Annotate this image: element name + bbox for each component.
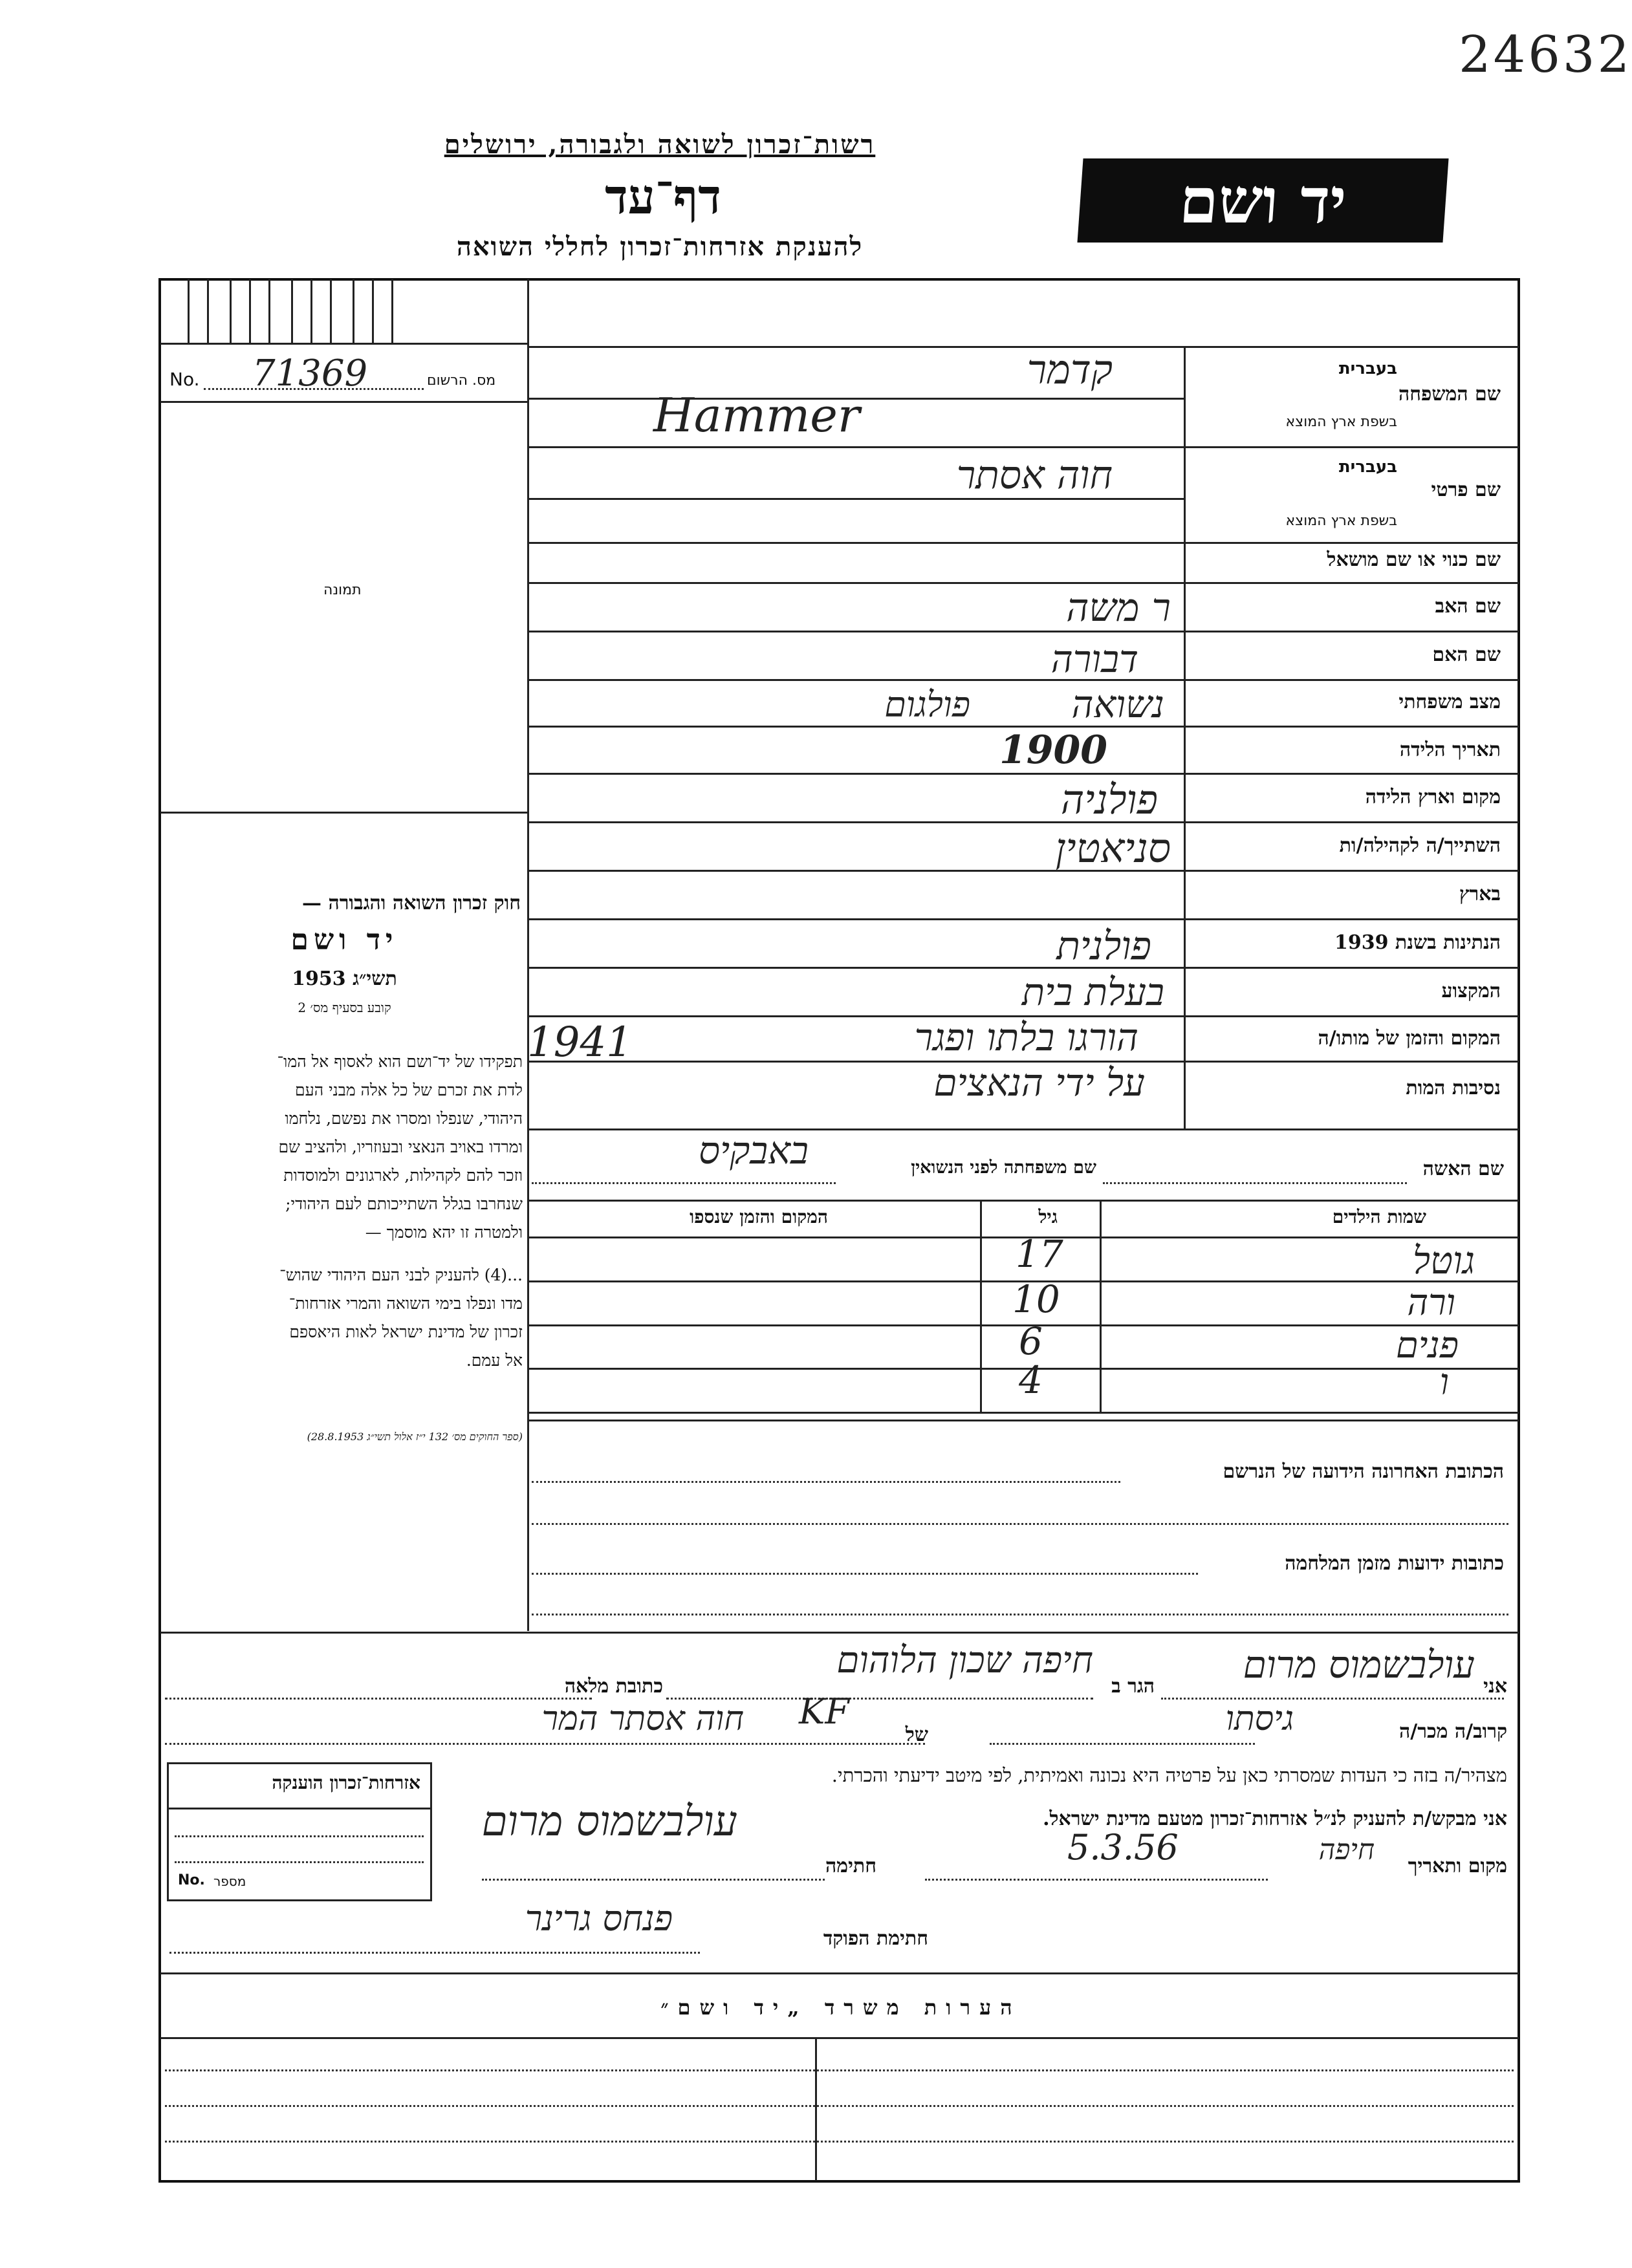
law-line: ולמטרה זו יהא מוסמך — [365,1223,523,1242]
spouse-maiden-name: באבקיס [699,1129,809,1172]
first-name: חוה אסתר [956,453,1113,498]
label-birth-date: תאריך הלידה [1399,739,1501,761]
law-line: ומרדו באויב הנאצי ובעוזריו, ולהציב שם [278,1138,523,1156]
label-marital: מצב משפחתי [1398,691,1501,713]
father-name: ר משה [1066,585,1171,631]
child-name: פנים [1395,1324,1459,1366]
page-title: דף־עד [605,169,721,225]
law-line: זכרון של מדינת ישראל לאות היאספם [289,1323,523,1341]
stamp-number: 24632 [1459,26,1632,84]
law-clause: קובע בסעיף מס׳ 2 [298,1000,391,1015]
registry-no-label: No. [169,369,200,390]
community: סניאטין [1055,825,1171,872]
label-maiden-name: שם משפחתה לפני הנשואין [911,1158,1096,1178]
label-place-date: מקום ותאריך [1408,1855,1507,1877]
yad-vashem-logo [1077,158,1448,243]
law-title: חוק זכרון השואה והגבורה — [302,892,521,914]
family-name-hebrew: קדמר [1027,346,1113,393]
child-name: גוטל [1412,1238,1475,1282]
photo-label: תמונה [323,582,362,598]
mother-name: דבורה [1050,637,1138,681]
sub-origin: בשפת ארץ המוצא [1285,513,1397,529]
death-place: הורגו בלתו ופגר [914,1015,1138,1059]
marital-status: נשואה [1071,682,1164,726]
label-ani: אני [1483,1675,1507,1698]
declarant-name: עולבשמוס מרום [1243,1643,1475,1687]
law-line: מדו ונפלו בימי השואה והמרי אזרחות־ [288,1294,523,1313]
label-war-addresses: כתובות ידועות מזמן המלחמה [1285,1552,1504,1575]
col-children-age: גיל [1038,1206,1058,1227]
nationality: פולנית [1056,923,1151,969]
label-profession: המקצוע [1441,980,1501,1002]
law-line: ...(4) להעניק לבני העם היהודי שהוש־ [279,1266,523,1284]
col-children-place: המקום והזמן שנספו [690,1206,828,1227]
child-age: 17 [1016,1232,1063,1276]
law-line: אל עמם. [466,1351,523,1370]
label-officer: חתימת הפוקד [823,1927,928,1950]
declaration-text: מצהיר/ה בזה כי העדות שמסרתי כאן על פרטיה היא נכונה ואמיתית, לפי מיטב ידיעתי והכרתי. [831,1764,1507,1786]
death-cause: על ידי הנאצים [933,1061,1145,1105]
label-relative: קרוב/ה מכר/ה [1399,1720,1507,1743]
declarant-relation: גיסתו [1225,1700,1294,1738]
birth-date: 1900 [999,728,1107,773]
label-father: שם האב [1435,595,1501,618]
law-year: תשי״ג 1953 [292,967,397,990]
place: חיפה [1318,1833,1375,1866]
child-name: ורה [1407,1282,1455,1324]
sub-hebrew: בעברית [1338,359,1397,378]
label-last-address: הכתובת האחרונה הידועה של הנרשם [1223,1460,1504,1483]
label-country: בארץ [1459,883,1501,905]
label-of: של [905,1723,928,1746]
office-notes-title: הערות משרד „יד ושם״ [660,1995,1021,2020]
date: 5.3.56 [1067,1827,1179,1868]
law-footnote: (ספר החוקים מס׳ 132 י״ז אלול תשי״ג 28.8.1953) [307,1431,523,1443]
label-first-name: שם פרטי [1431,479,1501,501]
label-death-place: המקום והזמן של מותו/ה [1318,1027,1501,1050]
sub-origin: בשפת ארץ המוצא [1285,414,1397,430]
label-nationality: הנתינות בשנת 1939 [1334,931,1501,954]
law-line: תפקידו של יד־ושם הוא לאסוף אל המו־ [277,1052,523,1071]
profession: בעלת בית [1021,970,1164,1014]
family-name-origin: Hammer [653,388,860,442]
citizenship-number-label: מספר [213,1874,246,1889]
label-full-address: כתובת מלאה [564,1675,663,1698]
child-age: 10 [1012,1277,1060,1321]
law-line: שנחרבו בגלל השתייכותם לעם היהודי; [285,1194,523,1213]
label-family-name: שם המשפחה [1398,383,1501,405]
declarant-address: חיפה שכון הלוהום [836,1639,1093,1681]
label-spouse: שם האשה [1422,1158,1504,1180]
col-children-names: שמות הילדים [1332,1206,1426,1227]
child-name: ו [1439,1361,1449,1403]
label-community: השתייך/ה לקהילה/ות [1339,834,1501,857]
law-line: היהודי, שנפלו ומסרו את נפשם, נלחמו [285,1109,523,1128]
law-line: לדת את זכרם של כל אלה מבני העם [295,1081,523,1099]
registry-label: מס. הרשום [427,373,496,389]
birth-place: פולניה [1060,776,1158,823]
label-lives-in: הגר ב [1111,1675,1155,1698]
officer-signature: פנחס גרינר [525,1898,673,1939]
relative-name: חוה אסתר המר [541,1700,744,1738]
law-name: יד ושם [290,923,398,956]
child-age: 4 [1019,1358,1043,1402]
citizenship-no-label: No. [178,1872,205,1888]
registry-number: 71369 [252,352,368,394]
label-nickname: שם כנוי או שם מושאל [1327,548,1501,571]
child-age: 6 [1019,1319,1043,1363]
sub-hebrew: בעברית [1338,457,1397,477]
label-birth-place: מקום וארץ הלידה [1365,786,1501,808]
request-text: אני מבקש/ת להעניק לנ״ל אזרחות־זכרון מטעם מדינת ישראל. [1043,1808,1507,1830]
logo-text: יד ושם [1177,164,1349,237]
signature: עולבשמוס מרום [481,1798,737,1846]
label-mother: שם האם [1432,643,1501,666]
marital-status-note: פולגום [884,684,970,725]
law-line: וזכר להם לקהילות, לארגונים ולמוסדות [283,1166,523,1185]
label-death-cause: נסיבות המות [1406,1077,1501,1099]
authority-line: רשות־זכרון לשואה ולגבורה, ירושלים [444,129,876,160]
label-signature: חתימה [825,1855,876,1877]
death-year: 1941 [527,1019,633,1066]
citizenship-title: אזרחות־זכרון הוענקה [272,1772,420,1793]
page-subtitle: להענקת אזרחות־זכרון לחללי השואה [456,232,864,262]
declarant-kf-mark: KF [799,1691,849,1732]
